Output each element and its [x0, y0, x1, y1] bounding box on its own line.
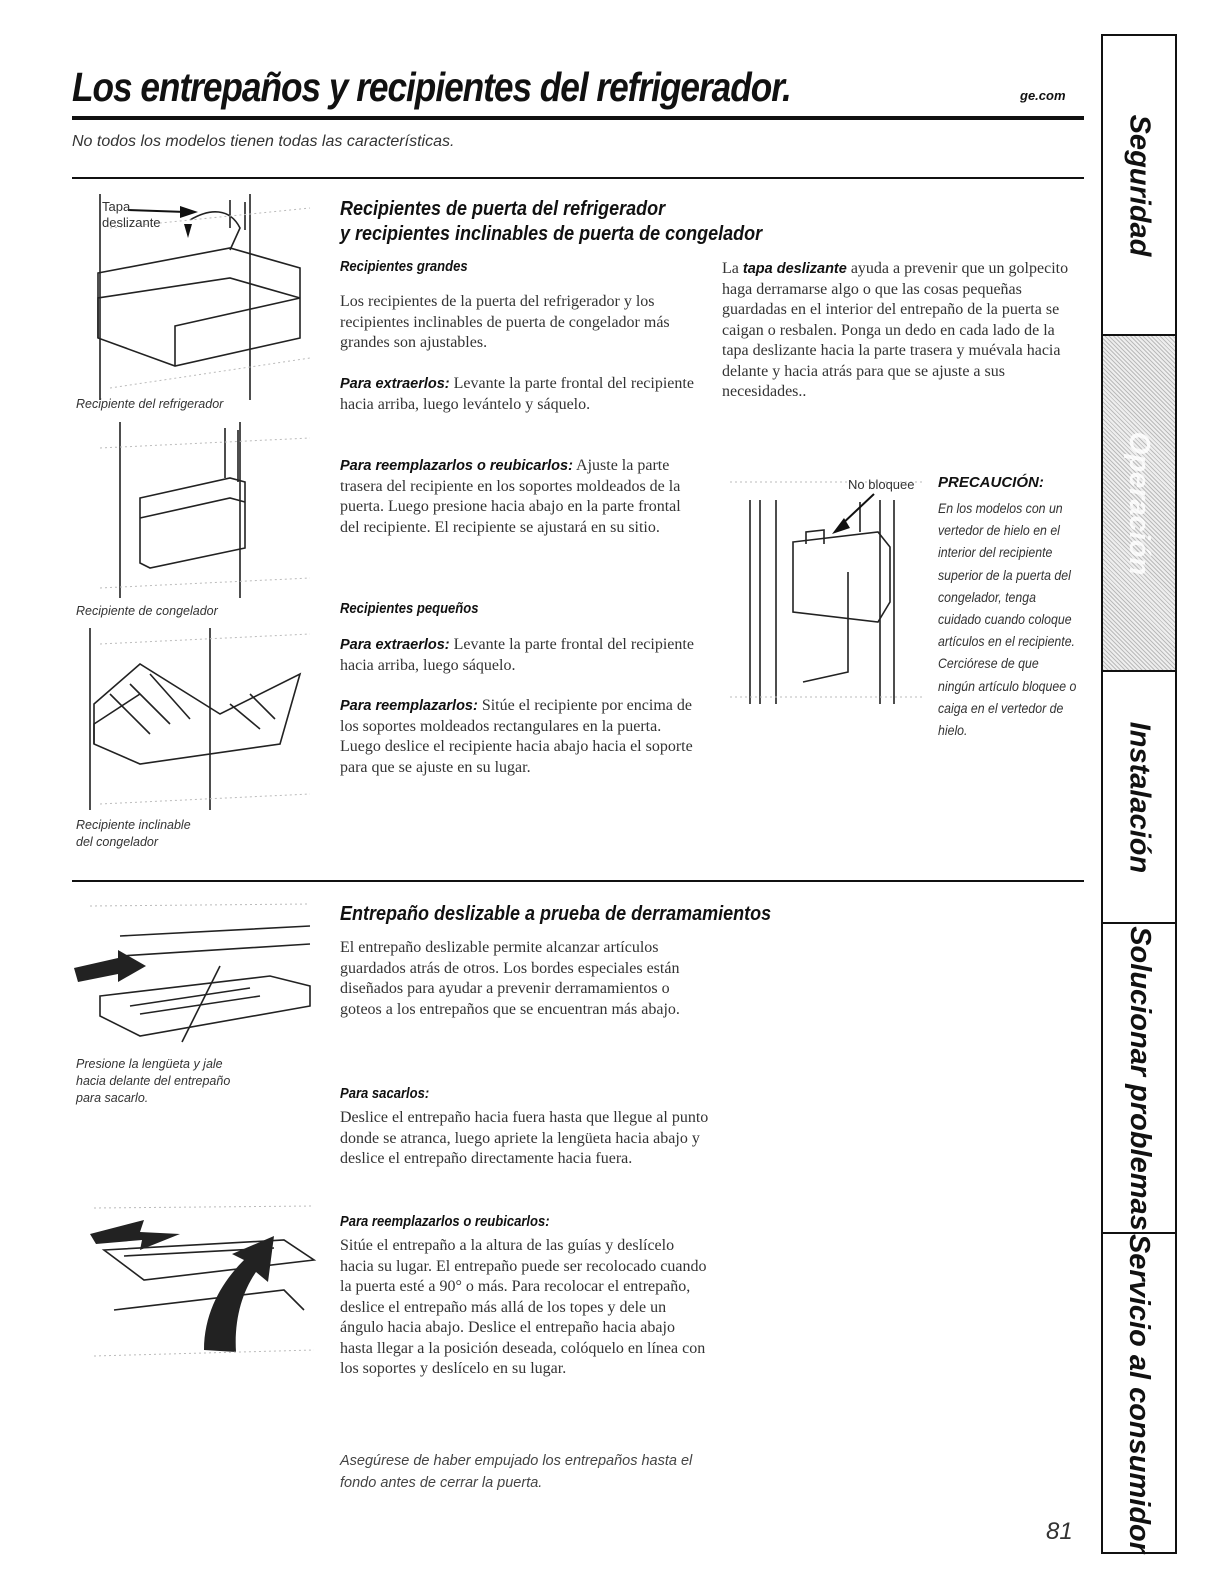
section-divider — [72, 880, 1084, 882]
tab-solucionar-problemas[interactable] — [1103, 924, 1175, 1234]
page-number: 81 — [1046, 1518, 1073, 1545]
shelf-pull-illustration — [70, 896, 320, 1046]
small-bins-remove — [340, 635, 700, 676]
tab-operacion-label: Operación — [1123, 431, 1156, 575]
section2-heading: Entrepaño deslizable a prueba de derramamientos — [340, 903, 772, 925]
small-bins-remove-text: Levante la parte frontal del recipiente hacia arriba, luego sáquelo. — [340, 636, 694, 674]
lid-description — [722, 259, 1072, 403]
small-bins-replace-label: Para reemplazarlos: — [340, 698, 478, 714]
big-bins-intro: Los recipientes de la puerta del refrigerador y los recipientes inclinables de puerta de congelador más grandes son ajustables. — [340, 293, 670, 351]
caption-freezer-bin: Recipiente de congelador — [76, 604, 218, 618]
small-bins-title: Recipientes pequeños — [340, 601, 479, 617]
big-bins-remove — [340, 374, 700, 415]
tab-operacion[interactable] — [1103, 336, 1175, 672]
shelf-remove-text: Deslice el entrepaño hacia fuera hasta que llegue al punto donde se atranca, luego apriete la lengüeta hacia abajo y deslice el entrepaño directamente hacia fuera. — [340, 1109, 709, 1167]
caption-shelf-line3: para sacarlo. — [76, 1091, 149, 1105]
site-link[interactable]: ge.com — [1020, 88, 1066, 103]
lid-pre: La — [722, 260, 739, 277]
small-bins-replace-text: Sitúe el recipiente por encima de los soportes moldeados rectangulares en la puerta. Luego deslice el recipiente hacia abajo hacia el soporte para que se ajuste en su lugar. — [340, 697, 693, 776]
lid-label-line1: Tapa — [102, 199, 131, 214]
lid-text: ayuda a prevenir que un golpecito haga derramarse algo o que las cosas pequeñas guardadas en el interior del entrepaño de la puerta se caigan o resbalen. Ponga un dedo en cada lado de la tapa deslizante hacia la parte trasera y muévala hacia delante y hacia atrás para que se ajuste a sus necesidades.. — [722, 260, 1069, 400]
title-rule — [72, 116, 1084, 120]
page-subtitle: No todos los modelos tienen todas las características. — [72, 133, 455, 150]
section1-heading-line2: y recipientes inclinables de puerta de congelador — [340, 223, 763, 245]
section1-heading-line1: Recipientes de puerta del refrigerador — [340, 198, 666, 220]
shelf-replace-title: Para reemplazarlos o reubicarlos: — [340, 1214, 550, 1230]
big-bins-replace-label: Para reemplazarlos o reubicarlos: — [340, 458, 573, 474]
shelf-replace-text: Sitúe el entrepaño a la altura de las guías y deslícelo hacia su lugar. El entrepaño puede ser recolocado cuando la puerta esté a 90° o más. Para recolocar el entrepaño, deslice el entrepaño más allá de los topes y dele un ángulo hacia abajo. Deslice el entrepaño hacia abajo hasta llegar a la posición deseada, colóquelo en línea con los soportes y deslícelo en su lugar. — [340, 1237, 707, 1377]
page-title: Los entrepaños y recipientes del refrigerador. — [72, 64, 791, 110]
caption-fridge-bin: Recipiente del refrigerador — [76, 397, 224, 411]
tab-servicio-consumidor[interactable] — [1103, 1234, 1175, 1552]
caption-shelf-line2: hacia delante del entrepaño — [76, 1074, 231, 1088]
shelf-remove-title: Para sacarlos: — [340, 1086, 430, 1102]
caption-shelf-line1: Presione la lengüeta y jale — [76, 1057, 223, 1071]
big-bins-remove-label: Para extraerlos: — [340, 376, 450, 392]
small-bins-replace — [340, 696, 700, 778]
tab-instalacion[interactable] — [1103, 672, 1175, 924]
caption-tilt-bin — [76, 817, 191, 851]
shelf-replace-illustration — [84, 1200, 320, 1360]
big-bins-replace — [340, 456, 700, 538]
section-divider — [72, 177, 1084, 179]
freezer-bin-illustration — [80, 418, 320, 600]
closing-note: Asegúrese de haber empujado los entrepaños hasta el fondo antes de cerrar la puerta. — [340, 1453, 693, 1491]
big-bins-replace-text: Ajuste la parte trasera del recipiente en los soportes moldeados de la puerta. Luego presione hacia abajo en la parte frontal del recipiente. El recipiente se ajustará en su sitio. — [340, 457, 681, 536]
big-bins-title: Recipientes grandes — [340, 259, 468, 275]
tab-seguridad[interactable] — [1103, 36, 1175, 336]
big-bins-remove-text: Levante la parte frontal del recipiente hacia arriba, luego levántelo y sáquelo. — [340, 375, 694, 413]
shelf-intro: El entrepaño deslizable permite alcanzar artículos guardados atrás de otros. Los bordes especiales están diseñados para ayudar a prevenir derramamientos o goteos a los entrepaños que se encuentran más abajo. — [340, 939, 680, 1018]
lid-label: tapa deslizante — [742, 261, 847, 277]
caption-tilt-line1: Recipiente inclinable — [76, 818, 191, 832]
tab-seguridad-label: Seguridad — [1123, 114, 1156, 256]
tab-servicio-label: Servicio al consumidor — [1123, 1233, 1156, 1553]
caption-tilt-line2: del congelador — [76, 835, 159, 849]
caption-shelf-pull — [76, 1056, 230, 1107]
tab-instalacion-label: Instalación — [1123, 721, 1156, 873]
ice-chute-illustration — [728, 472, 928, 707]
tab-solucionar-label: Solucionar problemas — [1123, 925, 1156, 1231]
tilt-bin-illustration — [80, 624, 320, 814]
caution-text: En los modelos con un vertedor de hielo en el interior del recipiente superior de la puerta del congelador, tenga cuidado cuando coloque artículos en el recipiente. Cerciórese de que ningún artículo bloquee o caiga en el vertedor de hielo. — [938, 500, 1077, 739]
caution-title: PRECAUCIÓN: — [938, 474, 1044, 491]
lid-label-line2: deslizante — [102, 215, 161, 230]
no-block-label: No bloquee — [848, 477, 915, 492]
side-tabs — [1101, 34, 1177, 1554]
fridge-bin-illustration — [80, 188, 320, 403]
small-bins-remove-label: Para extraerlos: — [340, 637, 450, 653]
